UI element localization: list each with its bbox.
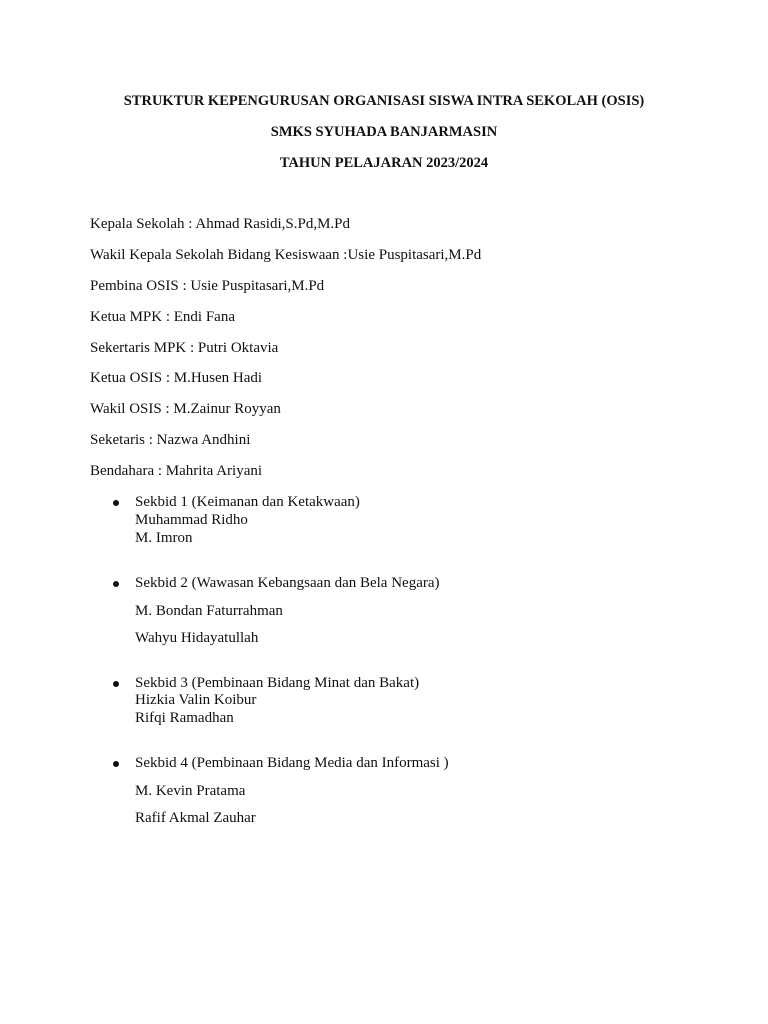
bullet-icon xyxy=(113,494,121,502)
official-secretary: Seketaris : Nazwa Andhini xyxy=(90,432,251,448)
official-osis-chair: Ketua OSIS : M.Husen Hadi xyxy=(90,370,263,386)
official-vice-principal: Wakil Kepala Sekolah Bidang Kesiswaan :Usie Puspitasari,M.Pd xyxy=(90,247,482,263)
sekbid-2-member-2: Wahyu Hidayatullah xyxy=(135,630,259,646)
school-name: SMKS SYUHADA BANJARMASIN xyxy=(270,124,498,140)
sekbid-4-member-2: Rafif Akmal Zauhar xyxy=(135,810,256,826)
sekbid-4-member-1: M. Kevin Pratama xyxy=(135,783,246,799)
academic-year: TAHUN PELAJARAN 2023/2024 xyxy=(279,155,489,171)
sekbid-4-title: Sekbid 4 (Pembinaan Bidang Media dan Informasi ) xyxy=(135,755,449,771)
sekbid-3-member-2: Rifqi Ramadhan xyxy=(135,710,234,726)
document-title: STRUKTUR KEPENGURUSAN ORGANISASI SISWA INTRA SEKOLAH (OSIS) xyxy=(123,93,645,109)
sekbid-1-member-1: Muhammad Ridho xyxy=(135,512,248,528)
sekbid-1-title: Sekbid 1 (Keimanan dan Ketakwaan) xyxy=(135,494,360,510)
bullet-icon xyxy=(113,755,121,763)
official-mpk-chair: Ketua MPK : Endi Fana xyxy=(90,309,235,325)
official-principal: Kepala Sekolah : Ahmad Rasidi,S.Pd,M.Pd xyxy=(90,216,350,232)
official-treasurer: Bendahara : Mahrita Ariyani xyxy=(90,463,263,479)
sekbid-3-member-1: Hizkia Valin Koibur xyxy=(135,692,257,708)
sekbid-3-title: Sekbid 3 (Pembinaan Bidang Minat dan Bakat) xyxy=(135,675,420,691)
official-osis-advisor: Pembina OSIS : Usie Puspitasari,M.Pd xyxy=(90,278,325,294)
bullet-icon xyxy=(113,575,121,583)
sekbid-1-member-2: M. Imron xyxy=(135,530,193,546)
sekbid-2-title: Sekbid 2 (Wawasan Kebangsaan dan Bela Negara) xyxy=(135,575,440,591)
sekbid-2-member-1: M. Bondan Faturrahman xyxy=(135,603,283,619)
official-mpk-secretary: Sekertaris MPK : Putri Oktavia xyxy=(90,340,279,356)
bullet-icon xyxy=(113,675,121,683)
official-osis-vice-chair: Wakil OSIS : M.Zainur Royyan xyxy=(90,401,281,417)
